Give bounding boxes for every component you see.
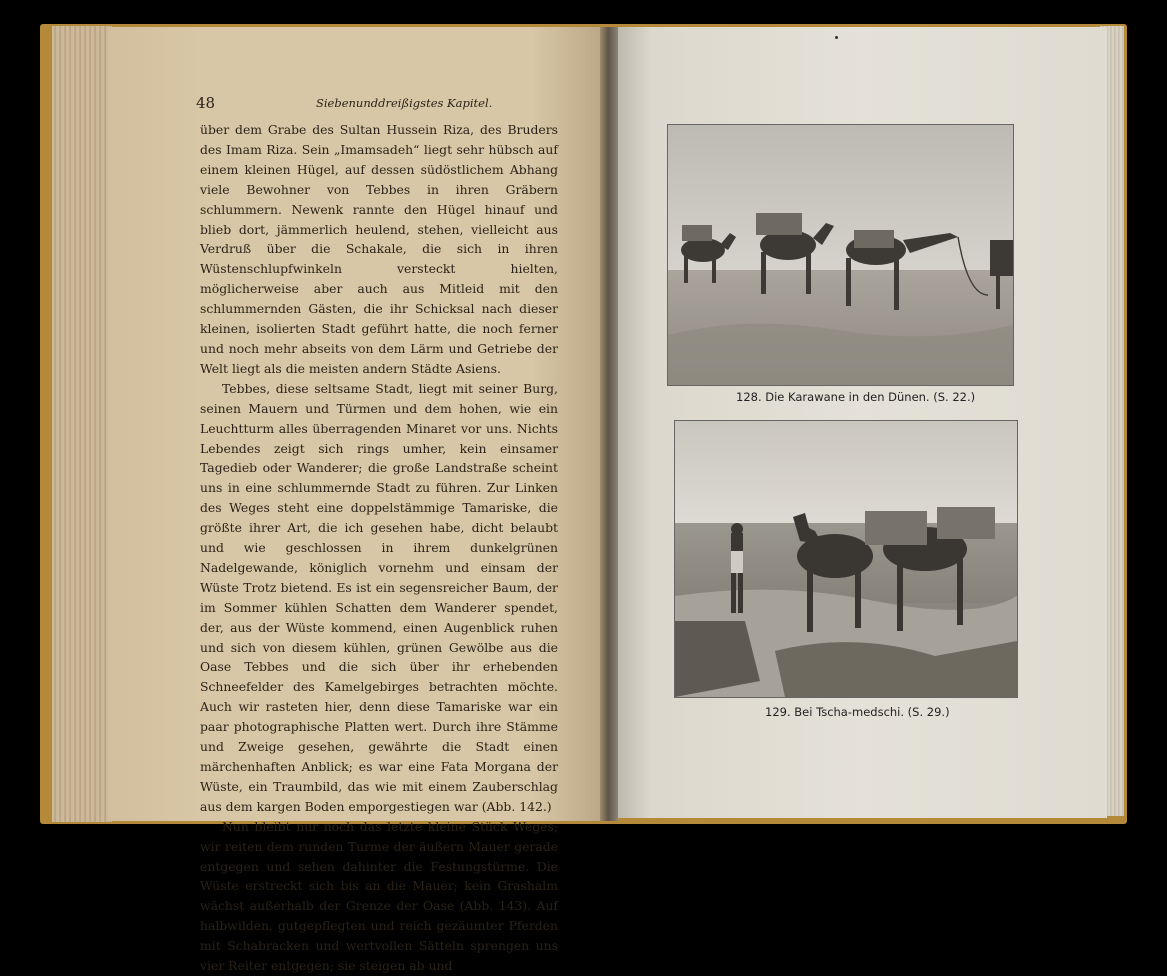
paragraph-1: über dem Grabe des Sultan Hussein Riza, des Bruders des Imam Riza. Sein „Imamsadeh“ liegt sehr hübsch auf einem kleinen Hügel, auf dessen südöstlichem Abhang viele Bewohner von Tebbes in ihren Gräbern schlummern. Newenk rannte den Hügel hinauf und blieb dort, jämmerlich heulend, stehen, vielleicht aus Verdruß über die Schakale, die sich in ihren Wüstenschlupfwinkeln versteckt hielten, möglicherweise aber auch aus Mitleid mit den schlummernden Gästen, die ihr Schicksal nach dieser kleinen, isolierten Stadt geführt hatte, die noch ferner und noch mehr abseits von dem Lärm und Getriebe der Welt liegt als die meisten andern Städte Asiens. xyxy=(200,122,558,376)
paragraph-2: Tebbes, diese seltsame Stadt, liegt mit seiner Burg, seinen Mauern und Türmen und dem hohen, wie ein Leuchtturm alles überragenden Minaret vor uns. Nichts Lebendes zeigt sich rings umher, kein einsamer Tagedieb oder Wanderer; die große Landstraße scheint uns in eine schlummernde Stadt zu führen. Zur Linken des Weges steht eine doppelstämmige Tamariske, die größte ihrer Art, die ich gesehen habe, dicht belaubt und wie geschlossen in ihrem dunkelgrünen Nadelgewande, königlich vornehm und einsam der Wüste Trotz bietend. Es ist ein segensreicher Baum, der im Sommer kühlen Schatten dem Wanderer spendet, der, aus der Wüste kommend, einen Augenblick ruhen und sich von diesem kühlen, grünen Gewölbe aus die Oase Tebbes und die sich über ihr erhebenden Schneefelder des Kamelgebirges betrachten möchte. Auch wir rasteten hier, denn diese Tamariske war ein paar photographische Platten wert. Durch ihre Stämme und Zweige gesehen, gewährte die Stadt einen märchenhaften Anblick; es war eine Fata Morgana der Wüste, ein Traumbild, das wie mit einem Zauberschlag aus dem kargen Boden emporgestiegen war (Abb. 142.) xyxy=(200,380,558,814)
caption-figure-128: 128. Die Karawane in den Dünen. (S. 22.) xyxy=(736,390,976,404)
caption-figure-129: 129. Bei Tscha-medschi. (S. 29.) xyxy=(765,705,950,719)
paragraph-3: Nun bleibt nur noch das letzte kleine Stück Weges; wir reiten dem runden Turme der äußern Mauer gerade entgegen und sehen dahinter die Festungstürme. Die Wüste erstreckt sich bis an die Mauer; kein Grashalm wächst außerhalb der Grenze der Oase (Abb. 143). Auf halbwilden, gutgepflegten und reich gezäumter Pferden mit Schabracken und wertvollen Sätteln sprengen uns vier Reiter entgegen; sie steigen ab und xyxy=(200,818,558,974)
body-text xyxy=(200,120,558,976)
running-head xyxy=(196,94,558,114)
chapter-title: Siebenunddreißigstes Kapitel. xyxy=(316,96,493,110)
left-page-edges xyxy=(52,26,112,822)
book-gutter xyxy=(600,27,618,821)
photo-caravan-dunes xyxy=(667,124,1014,386)
page-number: 48 xyxy=(196,94,216,112)
photo-tscha-medschi xyxy=(674,420,1018,698)
page-speck xyxy=(835,36,838,39)
